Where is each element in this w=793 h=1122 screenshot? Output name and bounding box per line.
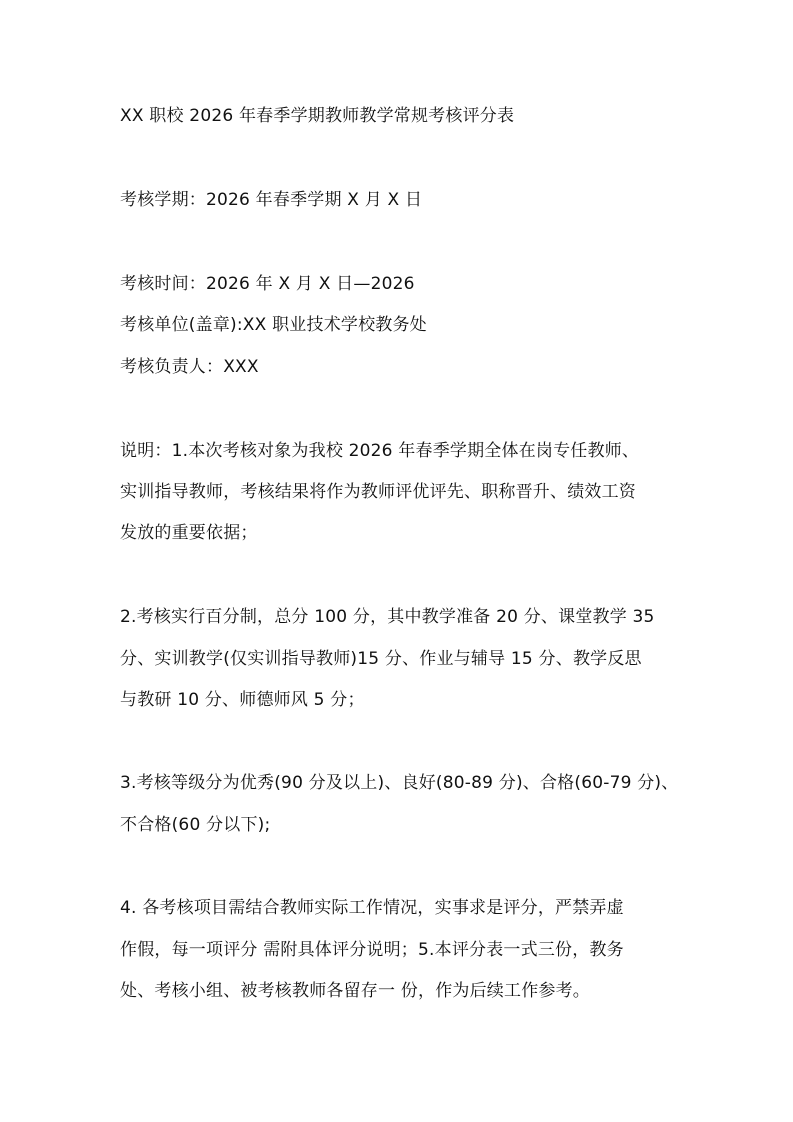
note2-line-1: 2.考核实行百分制，总分 100 分，其中教学准备 20 分、课堂教学 35	[120, 607, 655, 627]
time-line: 考核时间：2026 年 X 月 X 日—2026	[120, 274, 415, 294]
note1-line-3: 发放的重要依据；	[120, 523, 258, 543]
note4-line-1: 4. 各考核项目需结合教师实际工作情况，实事求是评分，严禁弄虚	[120, 898, 624, 918]
person-line: 考核负责人：XXX	[120, 357, 259, 377]
note4-line-3: 处、考核小组、被考核教师各留存一 份，作为后续工作参考。	[120, 981, 591, 1001]
note4-line-2: 作假，每一项评分 需附具体评分说明；5.本评分表一式三份，教务	[120, 940, 624, 960]
unit-line: 考核单位(盖章):XX 职业技术学校教务处	[120, 315, 427, 335]
term-line: 考核学期：2026 年春季学期 X 月 X 日	[120, 190, 423, 210]
note1-line-2: 实训指导教师，考核结果将作为教师评优评先、职称晋升、绩效工资	[120, 482, 636, 502]
note1-line-1: 说明：1.本次考核对象为我校 2026 年春季学期全体在岗专任教师、	[120, 441, 640, 461]
note3-line-2: 不合格(60 分以下);	[120, 815, 271, 835]
note3-line-1: 3.考核等级分为优秀(90 分及以上)、良好(80-89 分)、合格(60-79 分)、	[120, 773, 679, 793]
note2-line-2: 分、实训教学(仅实训指导教师)15 分、作业与辅导 15 分、教学反思	[120, 649, 642, 669]
note2-line-3: 与教研 10 分、师德师风 5 分；	[120, 690, 365, 710]
document-title: XX 职校 2026 年春季学期教师教学常规考核评分表	[120, 106, 515, 126]
